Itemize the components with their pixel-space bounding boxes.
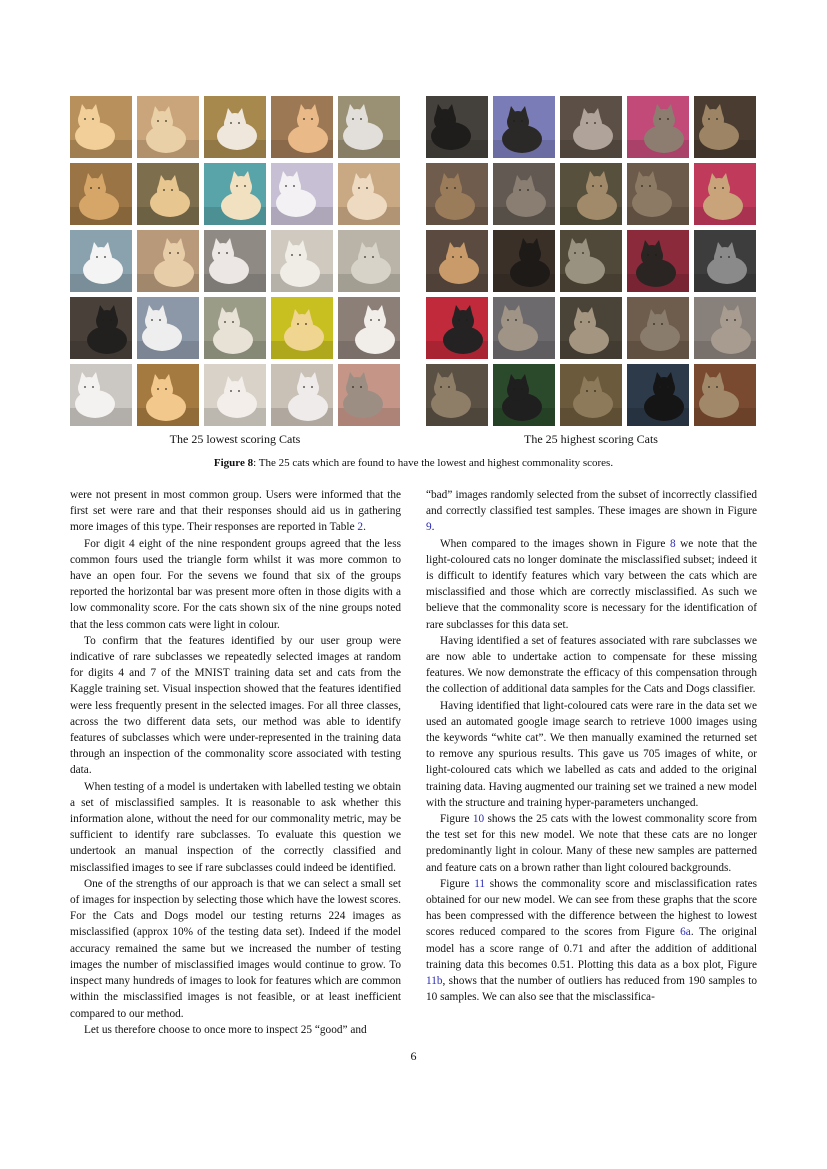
cat-photo-thumbnail (493, 96, 555, 158)
cat-image (694, 364, 756, 426)
cat-image (493, 163, 555, 225)
cat-photo-thumbnail (627, 96, 689, 158)
highest-scoring-cats-grid (426, 96, 756, 426)
cat-photo-thumbnail (137, 297, 199, 359)
figure-label: Figure 8 (213, 457, 254, 469)
cat-image (204, 230, 266, 292)
cat-photo-thumbnail (627, 230, 689, 292)
cat-photo-thumbnail (426, 297, 488, 359)
cat-photo-thumbnail (560, 96, 622, 158)
cat-photo-thumbnail (493, 364, 555, 426)
paragraph: One of the strengths of our approach is that we can select a small set of images for inspection by selecting those which have the lowest scores. For the Cats and Dogs model our testing returns 224 images as misclassified (approx 10% of the testing data set). Indeed if the model accuracy remained the same but we increased the number of testing images the number of misclassified images would continue to grow. To inspect many hundreds of images to look for features which are common within the misclassified images is not feasible, or at least inefficient compared to our method. (70, 877, 401, 1020)
page-number: 6 (410, 1049, 417, 1063)
cat-photo-thumbnail (338, 230, 400, 292)
cat-photo-thumbnail (694, 163, 756, 225)
figure-ref-link[interactable]: 10 (472, 813, 485, 826)
figure-ref-link[interactable]: 11 (474, 877, 486, 890)
cat-photo-thumbnail (271, 297, 333, 359)
cat-image (426, 297, 488, 359)
cat-image (627, 230, 689, 292)
table-ref-link[interactable]: 2 (357, 521, 364, 534)
cat-image (338, 96, 400, 158)
paragraph: When testing of a model is undertaken with labelled testing we obtain a set of misclassified samples. It is reasonable to ask whether this information alone, without the need for our commonality metric, may be sufficient to identify rare subclasses. To evaluate this question we undertook an manual inspection of the correctly classified and misclassified images to see if rare subclasses could indeed be identified. (70, 780, 401, 874)
cat-image (560, 96, 622, 158)
cat-photo-thumbnail (204, 163, 266, 225)
cat-photo-thumbnail (338, 96, 400, 158)
left-column (70, 487, 401, 1038)
cat-photo-thumbnail (627, 163, 689, 225)
cat-image (271, 364, 333, 426)
subcaption-lowest: The 25 lowest scoring Cats (169, 432, 301, 446)
cat-photo-thumbnail (70, 230, 132, 292)
cat-photo-thumbnail (694, 297, 756, 359)
paragraph: Figure 11 shows the commonality score and misclassification rates obtained for our new model. We can see from these graphs that the score has been compressed with the difference between the highest to lowest scores reduced compared to the scores from Figure 6a. The original model has a score range of 0.71 and after the addition of additional training data this becomes 0.51. Plotting this data as a box plot, Figure 11b, shows that the number of outliers has reduced from 190 samples to 10 samples. We can also see that the misclassifica- (426, 877, 758, 1004)
cat-photo-thumbnail (271, 230, 333, 292)
paragraph: For digit 4 eight of the nine respondent groups agreed that the less common fours used the triangle form whilst it was more common to have an open four. For the sevens we found that six of the groups reported the horizontal bar was present more often in those digits with a low commonality score. For the cats shown six of the nine groups noted that the less common cats were light in colour. (70, 537, 401, 631)
cat-image (560, 230, 622, 292)
lowest-scoring-cats-grid (70, 96, 400, 426)
cat-photo-thumbnail (137, 96, 199, 158)
cat-photo-thumbnail (271, 96, 333, 158)
cat-image (137, 364, 199, 426)
cat-image (426, 230, 488, 292)
cat-image (70, 230, 132, 292)
cat-photo-thumbnail (137, 163, 199, 225)
cat-photo-thumbnail (560, 230, 622, 292)
figure-caption (0, 457, 827, 469)
cat-photo-thumbnail (426, 364, 488, 426)
cat-image (560, 364, 622, 426)
cat-photo-thumbnail (70, 96, 132, 158)
figure-ref-link[interactable]: 9 (426, 521, 432, 534)
cat-image (694, 163, 756, 225)
cat-image (271, 96, 333, 158)
cat-image (271, 230, 333, 292)
cat-image (627, 364, 689, 426)
cat-image (338, 230, 400, 292)
cat-photo-thumbnail (271, 364, 333, 426)
paragraph: Figure 10 shows the 25 cats with the lowest commonality score from the test set for this new model. We note that these cats are no longer predominantly light in colour. Many of these new samples are patterned and feature cats on a brown rather than light coloured backgrounds. (426, 813, 758, 874)
cat-photo-thumbnail (694, 230, 756, 292)
cat-image (560, 297, 622, 359)
cat-photo-thumbnail (338, 364, 400, 426)
cat-image (493, 230, 555, 292)
cat-photo-thumbnail (204, 96, 266, 158)
cat-image (204, 297, 266, 359)
cat-image (694, 96, 756, 158)
subcaption-highest: The 25 highest scoring Cats (524, 432, 658, 446)
cat-image (70, 96, 132, 158)
cat-photo-thumbnail (70, 163, 132, 225)
cat-image (694, 230, 756, 292)
cat-image (338, 364, 400, 426)
figure-caption-text: : The 25 cats which are found to have the lowest and highest commonality scores. (253, 457, 614, 469)
cat-image (426, 96, 488, 158)
cat-image (204, 364, 266, 426)
cat-image (137, 230, 199, 292)
cat-image (426, 163, 488, 225)
paragraph: were not present in most common group. Users were informed that the first set were rare and that their responses should aid us in gathering more images of this type. Their responses are reported in Table 2. (70, 489, 401, 534)
cat-image (137, 297, 199, 359)
figure-ref-link[interactable]: 8 (669, 537, 676, 550)
cat-image (493, 96, 555, 158)
paragraph: When compared to the images shown in Figure 8 we note that the light-coloured cats no longer dominate the misclassified subset; indeed it is difficult to identify features which vary between the cats which are misclassified and those which are correctly misclassified. As such we believe that the commonality score is necessary for the identification of rare subclasses for this data set. (426, 537, 757, 631)
paragraph: Let us therefore choose to once more to inspect 25 “good” and (84, 1023, 367, 1036)
cat-photo-thumbnail (560, 163, 622, 225)
cat-image (70, 297, 132, 359)
cat-image (694, 297, 756, 359)
paragraph: “bad” images randomly selected from the subset of incorrectly classified and correctly classified test samples. These images are shown in Figure 9. (426, 489, 757, 534)
cat-photo-thumbnail (204, 364, 266, 426)
cat-image (204, 163, 266, 225)
cat-photo-thumbnail (560, 297, 622, 359)
cat-image (627, 96, 689, 158)
cat-photo-thumbnail (70, 364, 132, 426)
cat-image (627, 163, 689, 225)
cat-photo-thumbnail (137, 364, 199, 426)
cat-photo-thumbnail (338, 163, 400, 225)
cat-image (493, 364, 555, 426)
cat-photo-thumbnail (493, 163, 555, 225)
cat-photo-thumbnail (493, 297, 555, 359)
cat-photo-thumbnail (627, 364, 689, 426)
cat-image (627, 297, 689, 359)
cat-image (204, 96, 266, 158)
cat-image (493, 297, 555, 359)
cat-photo-thumbnail (627, 297, 689, 359)
cat-image (271, 163, 333, 225)
cat-image (70, 163, 132, 225)
cat-image (338, 297, 400, 359)
paragraph: Having identified a set of features associated with rare subclasses we are now able to undertake action to compensate for these missing features. We now demonstrate the efficacy of this compensation through the collection of additional data samples for the Cats and Dogs classifier. (426, 634, 757, 696)
cat-image (271, 297, 333, 359)
paragraph: To confirm that the features identified by our user group were indicative of rare subclasses we repeatedly selected images at random for digits 4 and 7 of the MNIST training data set and cats from the Kaggle training set. Visual inspection showed that the features identified were less frequently present in the selected images. For all three classes, across the two different data sets, our method was able to identify features of subclasses which were under-represented in the training data through an inspection of the commonality score associated with testing data. (70, 634, 401, 777)
figure-ref-link[interactable]: 11b (426, 975, 443, 988)
cat-image (70, 364, 132, 426)
cat-image (137, 96, 199, 158)
right-column (426, 487, 757, 1006)
cat-photo-thumbnail (426, 96, 488, 158)
cat-photo-thumbnail (271, 163, 333, 225)
figure-ref-link[interactable]: 6a (680, 926, 691, 939)
cat-photo-thumbnail (137, 230, 199, 292)
cat-photo-thumbnail (204, 230, 266, 292)
cat-image (338, 163, 400, 225)
cat-photo-thumbnail (70, 297, 132, 359)
cat-photo-thumbnail (493, 230, 555, 292)
cat-image (137, 163, 199, 225)
cat-image (426, 364, 488, 426)
cat-photo-thumbnail (694, 364, 756, 426)
cat-photo-thumbnail (426, 163, 488, 225)
cat-photo-thumbnail (694, 96, 756, 158)
cat-photo-thumbnail (338, 297, 400, 359)
cat-photo-thumbnail (426, 230, 488, 292)
paragraph: Having identified that light-coloured cats were rare in the data set we used an automated google image search to retrieve 1000 images using the keywords “white cat”. We then manually examined the returned set to remove any spurious results. This gave us 705 images of white, or light-coloured cats which we labelled as cats and added to the original training data. Having augmented our training set we trained a new model with the structure and training hyper-parameters unchanged. (426, 699, 757, 809)
cat-photo-thumbnail (560, 364, 622, 426)
cat-photo-thumbnail (204, 297, 266, 359)
cat-image (560, 163, 622, 225)
